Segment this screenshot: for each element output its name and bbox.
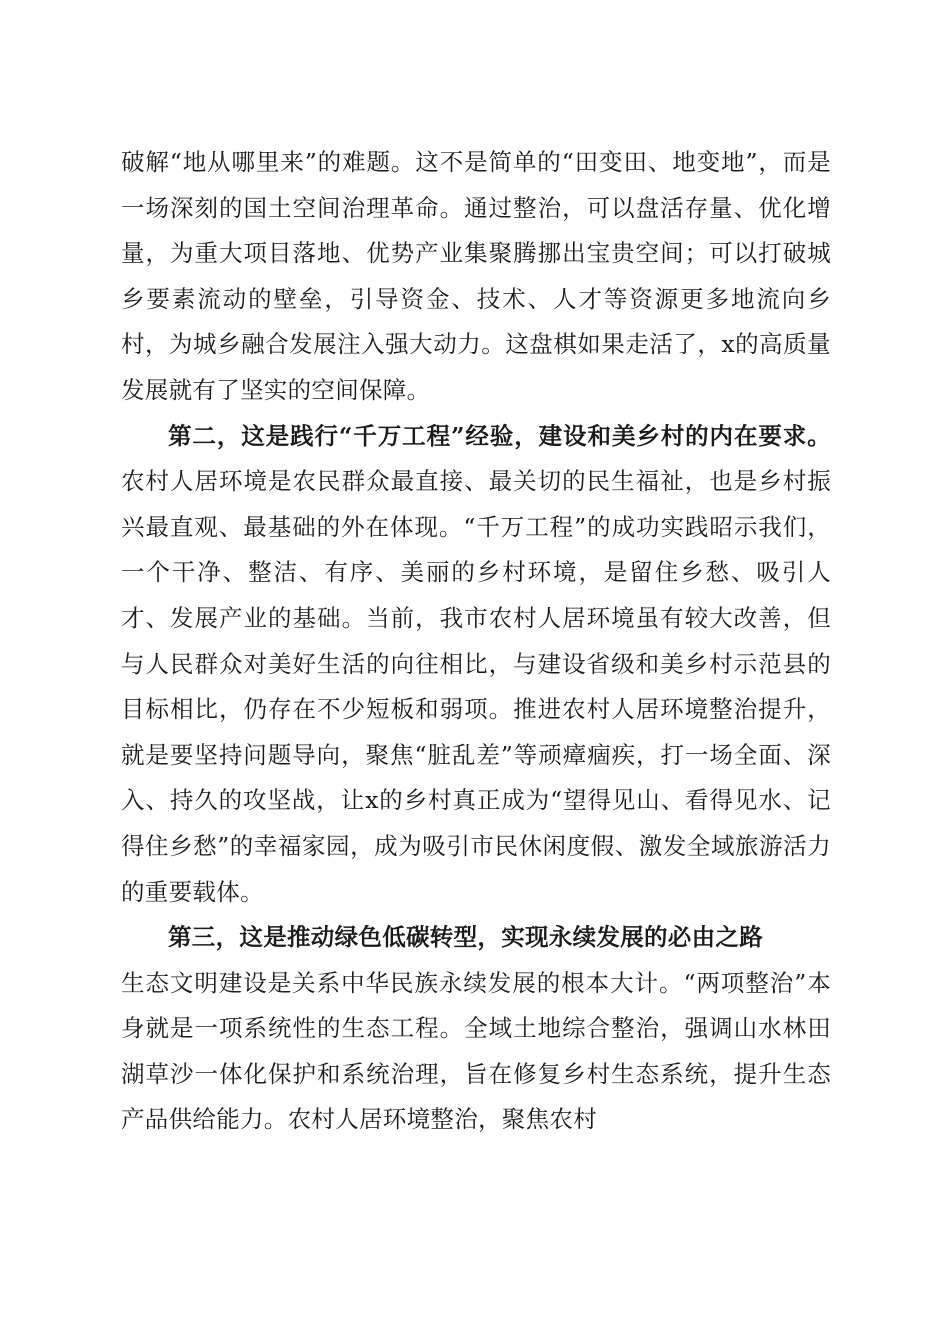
paragraph-continuation xyxy=(121,140,831,414)
paragraph-point-three xyxy=(121,915,831,1143)
paragraph-text: 农村人居环境是农民群众最直接、最关切的民生福祉，也是乡村振兴最直观、最基础的外在体现。“千万工程”的成功实践昭示我们，一个干净、整洁、有序、美丽的乡村环境，是留住乡愁、吸引人才、发展产业的基础。当前，我市农村人居环境虽有较大改善，但与人民群众对美好生活的向往相比，与建设省级和美乡村示范县的目标相比，仍存在不少短板和弱项。推进农村人居环境整治提升，就是要坚持问题导向，聚焦“脏乱差”等顽瘴痼疾，打一场全面、深入、持久的攻坚战，让x的乡村真正成为“望得见山、看得见水、记得住乡愁”的幸福家园，成为吸引市民休闲度假、激发全域旅游活力的重要载体。 xyxy=(121,467,831,906)
document-body xyxy=(121,140,831,1143)
paragraph-point-two xyxy=(121,414,831,916)
paragraph-text: 破解“地从哪里来”的难题。这不是简单的“田变田、地变地”，而是一场深刻的国土空间治理革命。通过整治，可以盘活存量、优化增量，为重大项目落地、优势产业集聚腾挪出宝贵空间；可以打破城乡要素流动的壁垒，引导资金、技术、人才等资源更多地流向乡村，为城乡融合发展注入强大动力。这盘棋如果走活了，x的高质量发展就有了坚实的空间保障。 xyxy=(121,148,831,404)
paragraph-text: 生态文明建设是关系中华民族永续发展的根本大计。“两项整治”本身就是一项系统性的生态工程。全域土地综合整治，强调山水林田湖草沙一体化保护和系统治理，旨在修复乡村生态系统，提升生态产品供给能力。农村人居环境整治，聚焦农村 xyxy=(121,968,831,1134)
paragraph-lead-sentence: 第二，这是践行“千万工程”经验，建设和美乡村的内在要求。 xyxy=(168,421,831,450)
paragraph-lead-sentence: 第三，这是推动绿色低碳转型，实现永续发展的必由之路 xyxy=(168,923,763,952)
